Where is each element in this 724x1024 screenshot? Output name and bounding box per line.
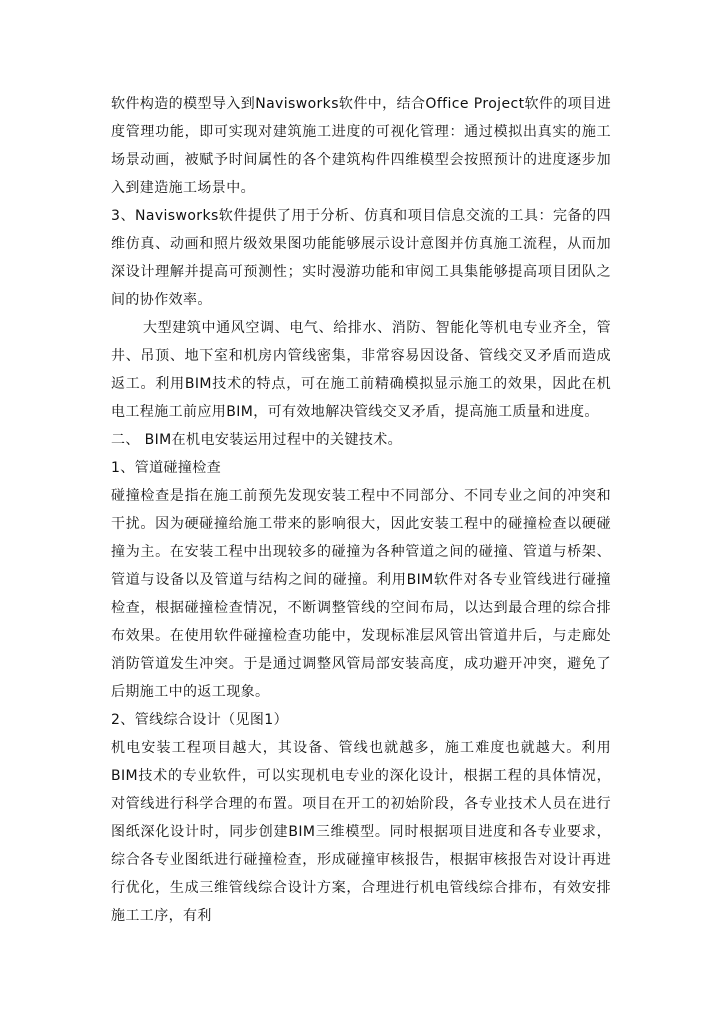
paragraph-mep-overview: 大型建筑中通风空调、电气、给排水、消防、智能化等机电专业齐全，管井、吊顶、地下室和机房内管线密集，非常容易因设备、管线交叉矛盾而造成返工。利用BIM技术的特点，可在施工前精确模拟显示施工的效果，因此在机电工程施工前应用BIM，可有效地解决管线交叉矛盾，提高施工质量和进度。 bbox=[111, 320, 611, 420]
subheading-pipeline-design: 2、管线综合设计（见图1） bbox=[111, 712, 289, 728]
section-heading-key-tech: 二、 BIM在机电安装运用过程中的关键技术。 bbox=[111, 432, 403, 448]
paragraph-navisworks-import: 软件构造的模型导入到Navisworks软件中，结合Office Project软件的项目进度管理功能，即可实现对建筑施工进度的可视化管理：通过模拟出真实的施工场景动画，被赋予时间属性的各个建筑构件四维模型会按照预计的进度逐步加入到建造施工场景中。 bbox=[111, 96, 611, 196]
document-body bbox=[111, 90, 611, 930]
paragraph-collision-check: 碰撞检查是指在施工前预先发现安装工程中不同部分、不同专业之间的冲突和干扰。因为硬碰撞给施工带来的影响很大，因此安装工程中的碰撞检查以硬碰撞为主。在安装工程中出现较多的碰撞为各种管道之间的碰撞、管道与桥架、管道与设备以及管道与结构之间的碰撞。利用BIM软件对各专业管线进行碰撞检查，根据碰撞检查情况，不断调整管线的空间布局，以达到最合理的综合排布效果。在使用软件碰撞检查功能中，发现标准层风管出管道井后，与走廊处消防管道发生冲突。于是通过调整风管局部安装高度，成功避开冲突，避免了后期施工中的返工现象。 bbox=[111, 488, 611, 700]
subheading-collision-check: 1、管道碰撞检查 bbox=[111, 460, 222, 476]
paragraph-navisworks-tools: 3、Navisworks软件提供了用于分析、仿真和项目信息交流的工具：完备的四维仿真、动画和照片级效果图功能能够展示设计意图并仿真施工流程，从而加深设计理解并提高可预测性；实时漫游功能和审阅工具集能够提高项目团队之间的协作效率。 bbox=[111, 208, 611, 308]
paragraph-pipeline-design: 机电安装工程项目越大，其设备、管线也就越多，施工难度也就越大。利用 BIM技术的专业软件，可以实现机电专业的深化设计，根据工程的具体情况，对管线进行科学合理的布置。项目在开工的初始阶段，各专业技术人员在进行图纸深化设计时，同步创建BIM三维模型。同时根据项目进度和各专业要求，综合各专业图纸进行碰撞检查，形成碰撞审核报告，根据审核报告对设计再进行优化，生成三维管线综合设计方案，合理进行机电管线综合排布，有效安排施工工序，有利 bbox=[111, 740, 611, 924]
